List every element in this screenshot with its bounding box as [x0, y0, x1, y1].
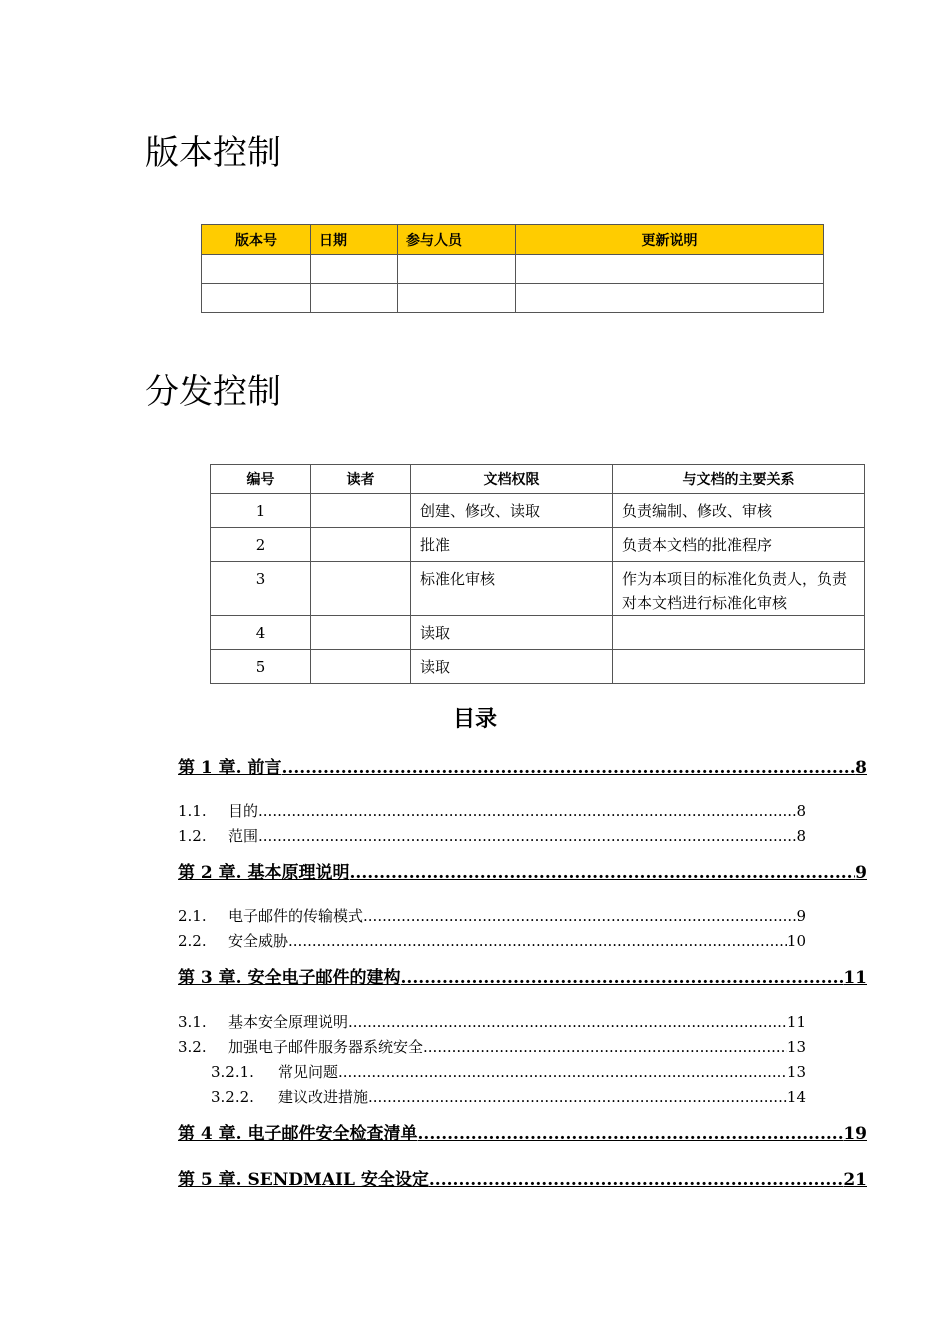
toc-section-1-2[interactable]: [178, 825, 806, 846]
toc-chapter-4[interactable]: [178, 1119, 867, 1144]
toc-page: 14: [786, 1088, 806, 1106]
toc-label: 常见问题: [278, 1063, 339, 1081]
distribution-table: [210, 464, 865, 684]
table-cell: 读取: [411, 650, 613, 684]
header-relation: 与文档的主要关系: [613, 465, 865, 494]
toc-page: 11: [786, 1013, 806, 1031]
table-cell: 负责本文档的批准程序: [613, 528, 865, 562]
toc-label: 第 2 章. 基本原理说明: [178, 863, 350, 883]
toc-number: 3.2.: [178, 1038, 207, 1056]
toc-leader: [258, 802, 796, 820]
toc-chapter-2[interactable]: [178, 858, 867, 883]
table-cell: 作为本项目的标准化负责人，负责对本文档进行标准化审核: [613, 562, 865, 616]
toc-leader: [429, 1170, 843, 1190]
table-row: [211, 650, 865, 684]
toc-label: 电子邮件的传输模式: [228, 907, 364, 925]
table-cell: [311, 616, 411, 650]
toc-page: 13: [786, 1063, 806, 1081]
table-cell: 读取: [411, 616, 613, 650]
toc-section-3-2-1[interactable]: [211, 1061, 806, 1082]
toc-page: 8: [796, 827, 806, 845]
table-cell: 负责编制、修改、审核: [613, 494, 865, 528]
distribution-control-heading: 分发控制: [145, 372, 281, 412]
version-control-heading: 版本控制: [145, 133, 281, 173]
header-participants: 参与人员: [398, 225, 516, 255]
toc-label: 加强电子邮件服务器系统安全: [228, 1038, 424, 1056]
toc-page: 10: [786, 932, 806, 950]
toc-number: 2.1.: [178, 907, 207, 925]
toc-label: 安全威胁: [228, 932, 289, 950]
toc-number: 3.2.2.: [211, 1088, 254, 1106]
toc-number: 1.2.: [178, 827, 207, 845]
toc-leader: [350, 863, 856, 883]
toc-leader: [401, 968, 844, 988]
table-cell: [613, 616, 865, 650]
table-row: [211, 562, 865, 616]
toc-page: 8: [855, 758, 867, 778]
toc-number: 3.2.1.: [211, 1063, 254, 1081]
table-cell: [202, 284, 311, 313]
toc-leader: [368, 1088, 787, 1106]
header-update-notes: 更新说明: [516, 225, 824, 255]
table-row: [211, 528, 865, 562]
toc-section-1-1[interactable]: [178, 800, 806, 821]
table-cell: 标准化审核: [411, 562, 613, 616]
toc-chapter-3[interactable]: [178, 963, 867, 988]
header-reader: 读者: [311, 465, 411, 494]
toc-page: 9: [855, 863, 867, 883]
table-cell: 2: [211, 528, 311, 562]
header-version-number: 版本号: [202, 225, 311, 255]
toc-number: 3.1.: [178, 1013, 207, 1031]
header-permission: 文档权限: [411, 465, 613, 494]
toc-section-2-1[interactable]: [178, 905, 806, 926]
toc-label: 建议改进措施: [278, 1088, 369, 1106]
table-row: [211, 494, 865, 528]
table-cell: [516, 284, 824, 313]
toc-leader: [418, 1124, 844, 1144]
toc-label: 第 5 章. SENDMAIL 安全设定: [178, 1170, 429, 1190]
table-cell: 1: [211, 494, 311, 528]
toc-section-2-2[interactable]: [178, 930, 806, 951]
table-row: [202, 255, 824, 284]
table-cell: [311, 284, 398, 313]
toc-leader: [423, 1038, 787, 1056]
toc-leader: [363, 907, 796, 925]
version-table-header: [202, 225, 824, 255]
toc-number: 1.1.: [178, 802, 207, 820]
table-cell: 3: [211, 562, 311, 616]
table-cell: [516, 255, 824, 284]
toc-leader: [338, 1063, 787, 1081]
toc-label: 目的: [228, 802, 259, 820]
table-cell: [202, 255, 311, 284]
toc-chapter-1[interactable]: [178, 753, 867, 778]
table-row: [202, 284, 824, 313]
toc-number: 2.2.: [178, 932, 207, 950]
table-cell: [311, 528, 411, 562]
toc-page: 8: [796, 802, 806, 820]
table-cell: [613, 650, 865, 684]
table-cell: 批准: [411, 528, 613, 562]
toc-label: 第 1 章. 前言: [178, 758, 282, 778]
toc-leader: [348, 1013, 787, 1031]
toc-chapter-5[interactable]: [178, 1165, 867, 1190]
version-table: [201, 224, 824, 313]
table-cell: [311, 494, 411, 528]
toc-section-3-2[interactable]: [178, 1036, 806, 1057]
header-number: 编号: [211, 465, 311, 494]
toc-section-3-1[interactable]: [178, 1011, 806, 1032]
distribution-table-header: [211, 465, 865, 494]
table-cell: [398, 284, 516, 313]
table-cell: [398, 255, 516, 284]
table-cell: [311, 562, 411, 616]
toc-label: 第 3 章. 安全电子邮件的建构: [178, 968, 401, 988]
table-cell: [311, 255, 398, 284]
toc-page: 11: [843, 968, 867, 988]
table-cell: 4: [211, 616, 311, 650]
table-cell: 5: [211, 650, 311, 684]
toc-label: 第 4 章. 电子邮件安全检查清单: [178, 1124, 418, 1144]
header-date: 日期: [311, 225, 398, 255]
table-row: [211, 616, 865, 650]
toc-page: 9: [796, 907, 806, 925]
toc-title: 目录: [452, 707, 497, 732]
toc-leader: [288, 932, 787, 950]
toc-leader: [258, 827, 796, 845]
toc-label: 基本安全原理说明: [228, 1013, 349, 1031]
toc-page: 13: [786, 1038, 806, 1056]
toc-section-3-2-2[interactable]: [211, 1086, 806, 1107]
toc-page: 21: [843, 1170, 867, 1190]
toc-leader: [282, 758, 856, 778]
table-cell: [311, 650, 411, 684]
toc-label: 范围: [228, 827, 259, 845]
toc-page: 19: [843, 1124, 867, 1144]
table-cell: 创建、修改、读取: [411, 494, 613, 528]
